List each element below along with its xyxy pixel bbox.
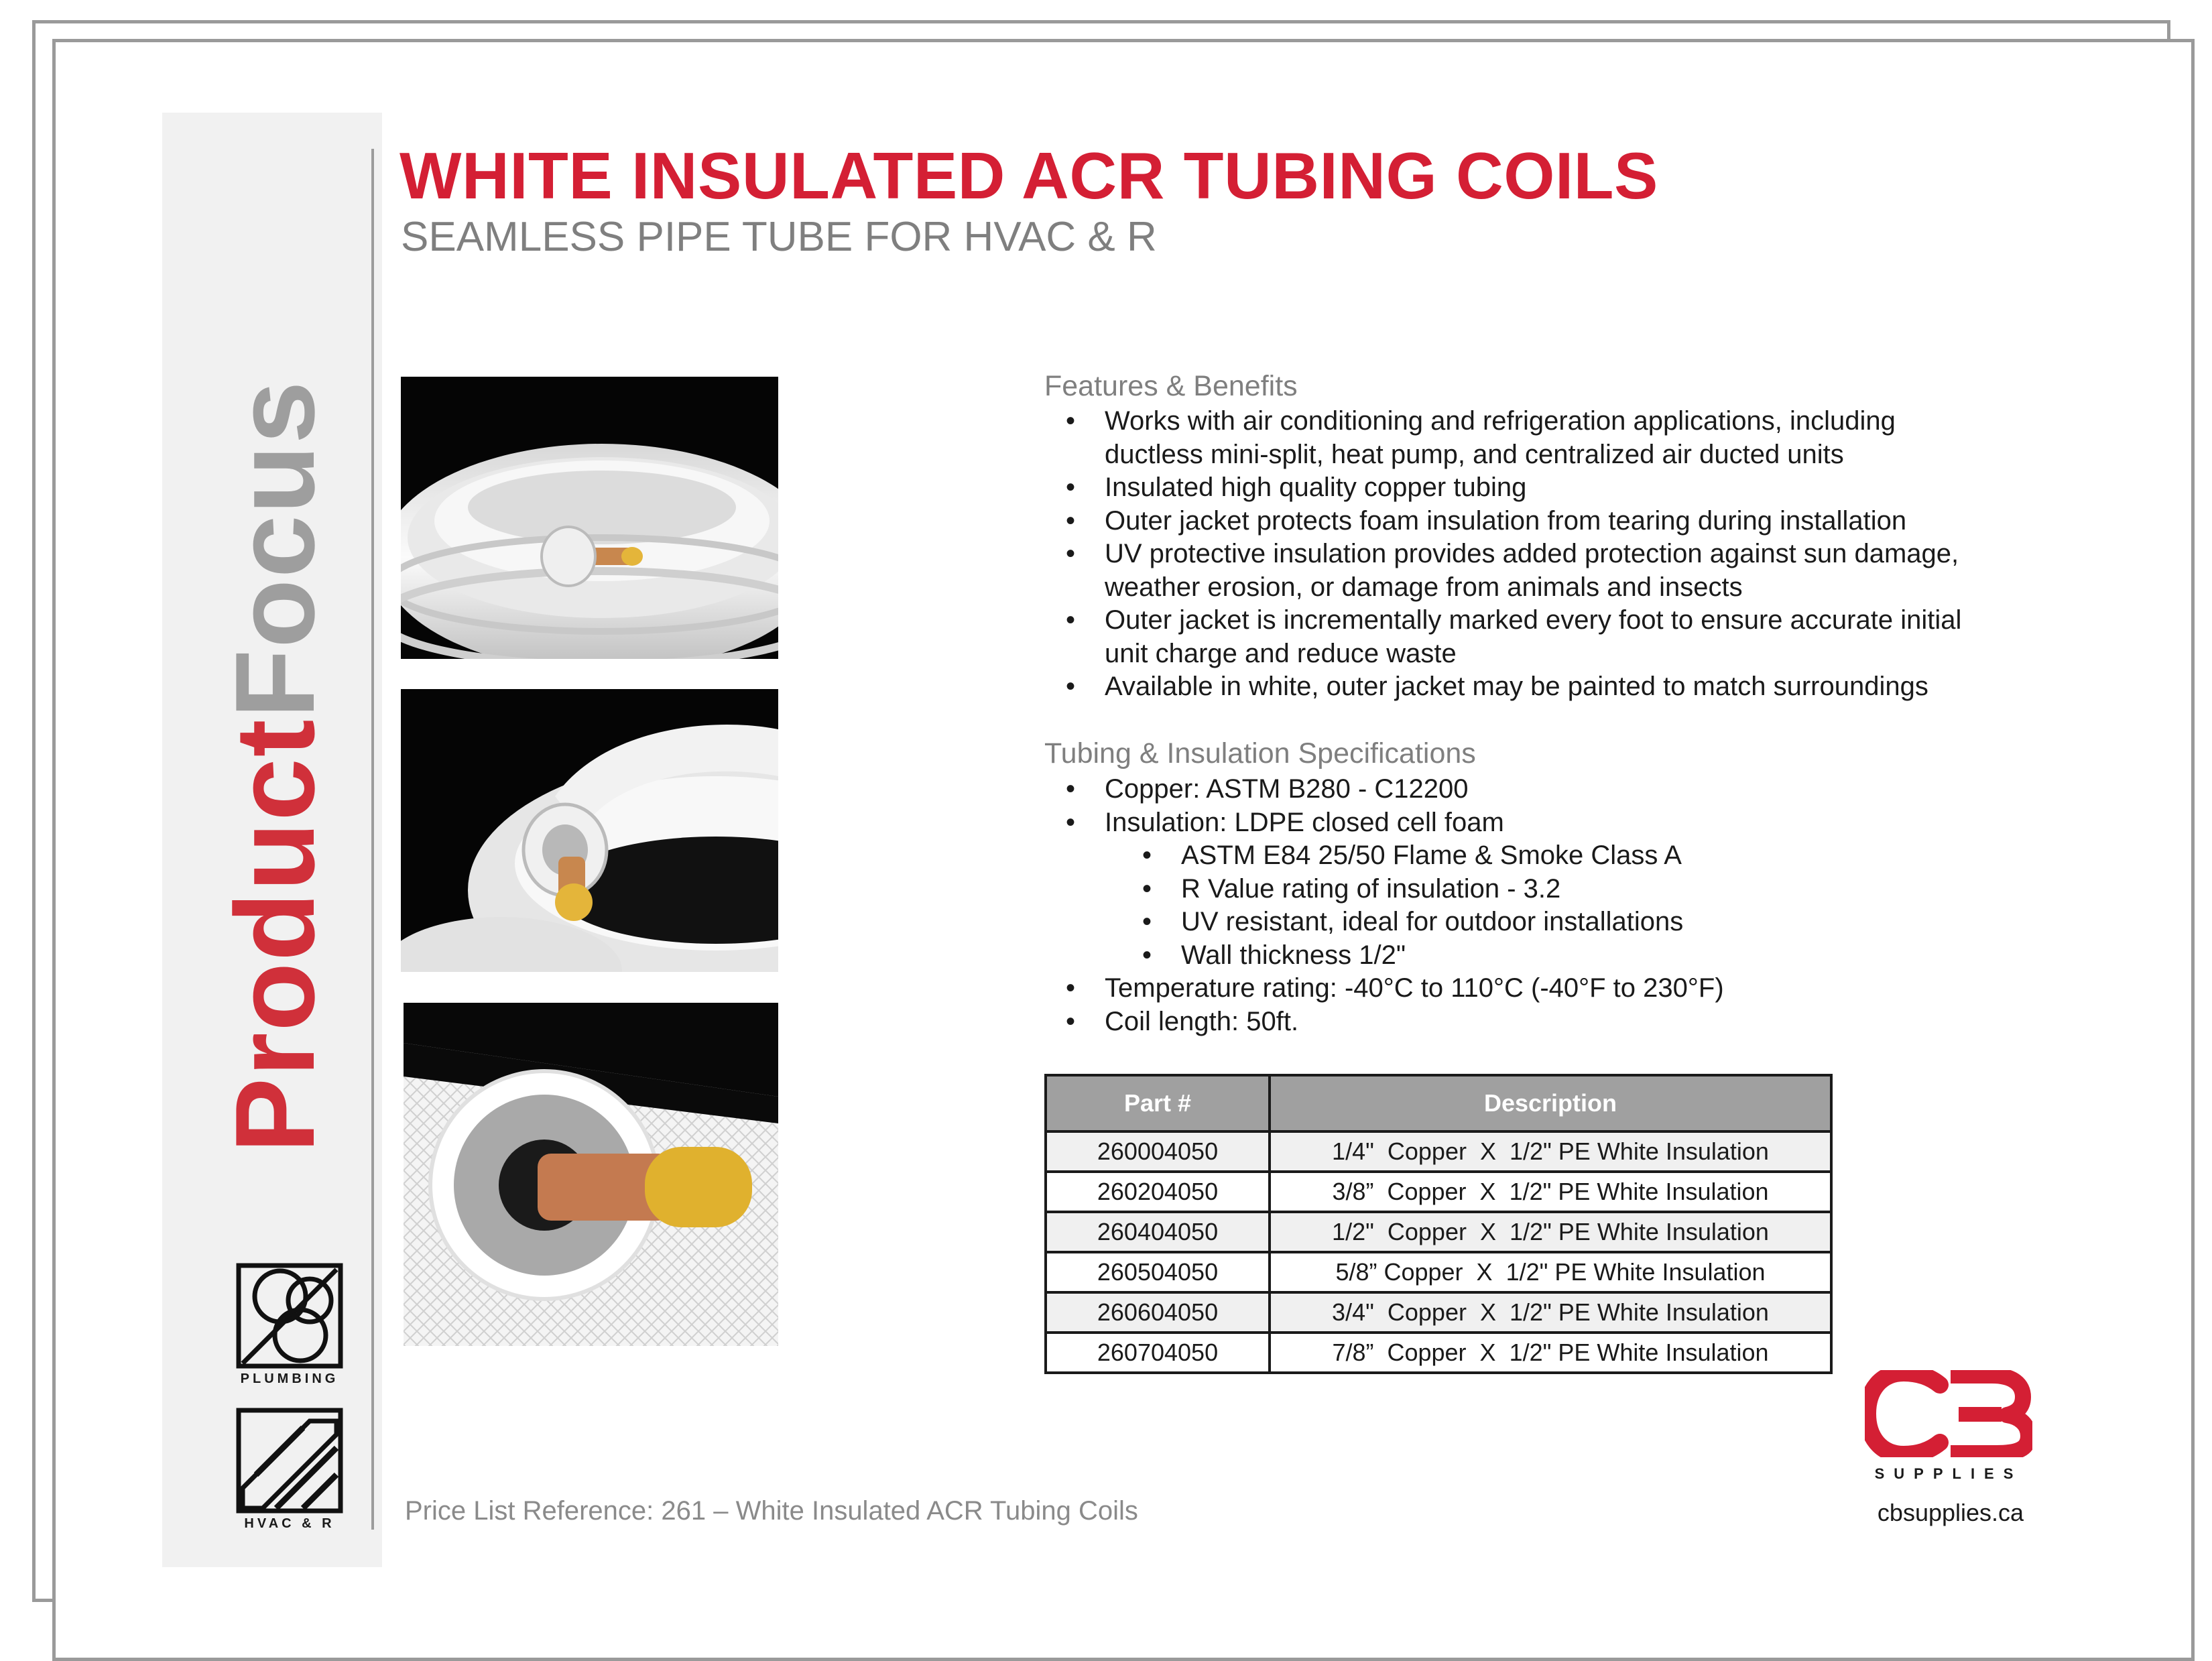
table-row [1046,1172,1831,1212]
hvac-label: HVAC & R [244,1516,335,1531]
features-list [1044,405,1996,704]
table-row [1046,1212,1831,1252]
spec-coil-length: • Coil length: 50ft. [1044,1005,1996,1039]
column-header-description: Description [1270,1075,1831,1131]
list-item: • Works with air conditioning and refrigeration applications, including ductless mini-split, heat pump, and centralized air ducted units [1044,405,1996,471]
list-item: • Outer jacket protects foam insulation from tearing during installation [1044,505,1996,538]
table-row [1046,1131,1831,1172]
plumbing-logo-icon [236,1263,343,1369]
column-header-part: Part # [1046,1075,1270,1131]
page-title: WHITE INSULATED ACR TUBING COILS [400,139,1658,212]
spec-sub-item: • ASTM E84 25/50 Flame & Smoke Class A [1044,839,1996,873]
part-number-cell: 260604050 [1046,1292,1270,1333]
spec-copper: • Copper: ASTM B280 - C12200 [1044,773,1996,806]
spec-temperature: • Temperature rating: -40°C to 110°C (-40°F to 230°F) [1044,972,1996,1005]
tubing-coil-photo-3 [404,1003,778,1346]
tubing-coil-photo-1 [401,377,778,659]
tubing-coil-photo-2 [401,689,778,972]
price-list-reference: Price List Reference: 261 – White Insulated ACR Tubing Coils [405,1496,1138,1526]
sidebar-divider [371,149,374,1530]
focus-word: Focus [212,379,338,719]
specs-list [1044,773,1996,1038]
parts-table [1044,1074,1833,1374]
description-cell: 1/4" Copper X 1/2" PE White Insulation [1270,1131,1831,1172]
description-cell: 1/2" Copper X 1/2" PE White Insulation [1270,1212,1831,1252]
list-item: • Available in white, outer jacket may be painted to match surroundings [1044,670,1996,704]
table-header-row [1046,1075,1831,1131]
description-cell: 3/8” Copper X 1/2" PE White Insulation [1270,1172,1831,1212]
list-item: • UV protective insulation provides added protection against sun damage, weather erosion, or damage from animals and insects [1044,538,1996,604]
product-focus-vertical-text [212,134,338,1153]
features-heading: Features & Benefits [1044,370,1298,402]
part-number-cell: 260004050 [1046,1131,1270,1172]
brand-supplies-label: SUPPLIES [1874,1465,2023,1482]
product-word: Product [212,718,338,1153]
spec-sub-item: • Wall thickness 1/2" [1044,939,1996,973]
table-row [1046,1252,1831,1292]
hvac-logo-icon [236,1408,343,1514]
list-item: • Outer jacket is incrementally marked every foot to ensure accurate initial unit charge and reduce waste [1044,604,1996,670]
part-number-cell: 260504050 [1046,1252,1270,1292]
brand-url: cbsupplies.ca [1877,1499,2024,1526]
table-row [1046,1292,1831,1333]
page-subtitle: SEAMLESS PIPE TUBE FOR HVAC & R [401,214,1157,260]
part-number-cell: 260404050 [1046,1212,1270,1252]
spec-insulation: • Insulation: LDPE closed cell foam [1044,806,1996,840]
cb-logo-icon [1865,1370,2032,1457]
specs-heading: Tubing & Insulation Specifications [1044,737,1476,770]
description-cell: 5/8” Copper X 1/2" PE White Insulation [1270,1252,1831,1292]
part-number-cell: 260704050 [1046,1333,1270,1373]
description-cell: 7/8” Copper X 1/2" PE White Insulation [1270,1333,1831,1373]
list-item: • Insulated high quality copper tubing [1044,471,1996,505]
spec-sub-item: • UV resistant, ideal for outdoor installations [1044,906,1996,939]
plumbing-label: PLUMBING [240,1371,339,1386]
description-cell: 3/4" Copper X 1/2" PE White Insulation [1270,1292,1831,1333]
table-row [1046,1333,1831,1373]
part-number-cell: 260204050 [1046,1172,1270,1212]
spec-sub-item: • R Value rating of insulation - 3.2 [1044,873,1996,906]
